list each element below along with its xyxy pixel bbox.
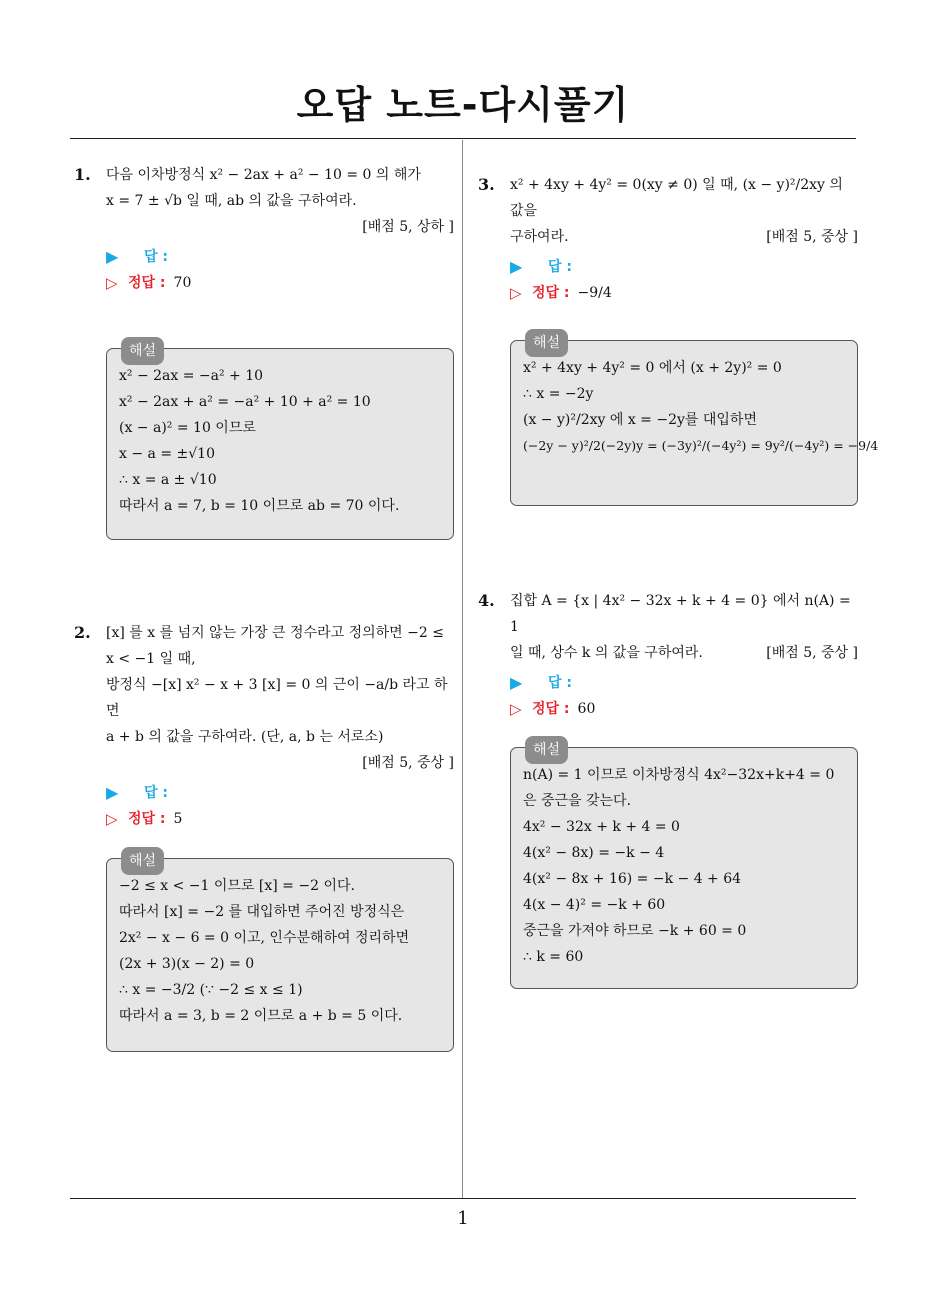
score-label: [배점 5, 중상 ] [766, 645, 858, 661]
correct-answer-value: 60 [577, 701, 596, 717]
play-outline-icon: ▷ [106, 810, 118, 828]
play-filled-icon: ▶ [510, 257, 523, 276]
solution-line: (2x + 3)(x − 2) = 0 [119, 956, 255, 972]
score-label: [배점 5, 중상 ] [362, 755, 454, 771]
solution-line: 따라서 [x] = −2 를 대입하면 주어진 방정식은 [119, 904, 405, 920]
solution-box-2 [106, 853, 454, 1052]
score-label: [배점 5, 상하 ] [362, 219, 454, 235]
problem-number: 2. [74, 623, 91, 642]
problem-text-line: a + b 의 값을 구하여라. (단, a, b 는 서로소) [106, 729, 384, 745]
play-filled-icon: ▶ [106, 247, 119, 266]
problem-number: 3. [478, 175, 495, 194]
correct-answer-value: −9/4 [577, 285, 612, 301]
correct-answer-label: 정답 : [128, 275, 166, 291]
problem-text-line: 방정식 −[x] x² − x + 3 [x] = 0 의 근이 −a/b 라고 하면 [106, 677, 448, 719]
play-outline-icon: ▷ [510, 700, 522, 718]
play-outline-icon: ▷ [106, 274, 118, 292]
play-filled-icon: ▶ [106, 783, 119, 802]
page-number: 1 [457, 1208, 469, 1229]
footer-rule [70, 1198, 856, 1199]
correct-answer-value: 70 [173, 275, 192, 291]
answer-row [510, 670, 858, 696]
correct-answer-label: 정답 : [128, 811, 166, 827]
problem-text-line: x² + 4xy + 4y² = 0(xy ≠ 0) 일 때, (x − y)²/2xy 의 값을 [510, 177, 843, 219]
correct-answer-label: 정답 : [532, 701, 570, 717]
problem-text-line: 구하여라. [510, 229, 569, 245]
problem-text-line: 집합 A = {x | 4x² − 32x + k + 4 = 0} 에서 n(A) = 1 [510, 593, 851, 635]
correct-answer-label: 정답 : [532, 285, 570, 301]
correct-answer-value: 5 [173, 811, 183, 827]
solution-line: x² − 2ax + a² = −a² + 10 + a² = 10 [119, 394, 371, 410]
answer-row [106, 244, 454, 270]
solution-line: 따라서 a = 7, b = 10 이므로 ab = 70 이다. [119, 498, 400, 514]
solution-line: (x − a)² = 10 이므로 [119, 420, 256, 436]
solution-box-4 [510, 742, 858, 989]
problem-4 [478, 588, 858, 722]
problem-text-line: [x] 를 x 를 넘지 않는 가장 큰 정수라고 정의하면 −2 ≤ [106, 625, 444, 641]
solution-line: ∴ x = a ± √10 [119, 472, 217, 488]
solution-line: ∴ x = −2y [523, 386, 594, 402]
solution-line: 따라서 a = 3, b = 2 이므로 a + b = 5 이다. [119, 1008, 403, 1024]
answer-label: 답 : [144, 785, 168, 801]
solution-line: 4(x − 4)² = −k + 60 [523, 897, 666, 913]
column-divider [462, 140, 463, 1198]
score-label: [배점 5, 중상 ] [766, 229, 858, 245]
problem-number: 1. [74, 165, 91, 184]
answer-label: 답 : [144, 249, 168, 265]
problem-text-line: x < −1 일 때, [106, 651, 196, 667]
problem-text-line: 일 때, 상수 k 의 값을 구하여라. [510, 645, 703, 661]
solution-line: 은 중근을 갖는다. [523, 793, 632, 809]
solution-line: 중근을 가져야 하므로 −k + 60 = 0 [523, 923, 747, 939]
problem-3 [478, 172, 858, 306]
solution-line: x² + 4xy + 4y² = 0 에서 (x + 2y)² = 0 [523, 360, 782, 376]
solution-line: −2 ≤ x < −1 이므로 [x] = −2 이다. [119, 878, 355, 894]
problem-text-line: 다음 이차방정식 x² − 2ax + a² − 10 = 0 의 해가 [106, 167, 421, 183]
solution-line: 4x² − 32x + k + 4 = 0 [523, 819, 680, 835]
header-rule [70, 138, 856, 139]
solution-tag: 해설 [525, 736, 568, 764]
solution-line: x² − 2ax = −a² + 10 [119, 368, 264, 384]
solution-line: n(A) = 1 이므로 이차방정식 4x²−32x+k+4 = 0 [523, 767, 835, 783]
correct-answer-row [106, 270, 454, 296]
answer-label: 답 : [548, 259, 572, 275]
problem-1 [74, 162, 454, 296]
correct-answer-row [510, 696, 858, 722]
page-title: 오답 노트-다시풀기 [296, 83, 630, 127]
solution-line: ∴ x = −3/2 (∵ −2 ≤ x ≤ 1) [119, 982, 303, 998]
problem-number: 4. [478, 591, 495, 610]
solution-line: ∴ k = 60 [523, 949, 584, 965]
solution-line: (−2y − y)²/2(−2y)y = (−3y)²/(−4y²) = 9y²/(−4y²) = −9/4 [523, 438, 879, 453]
answer-row [510, 254, 858, 280]
play-outline-icon: ▷ [510, 284, 522, 302]
answer-row [106, 780, 454, 806]
problem-text-line: x = 7 ± √b 일 때, ab 의 값을 구하여라. [106, 193, 357, 209]
problem-2 [74, 620, 454, 832]
answer-label: 답 : [548, 675, 572, 691]
solution-line: x − a = ±√10 [119, 446, 215, 462]
solution-line: 2x² − x − 6 = 0 이고, 인수분해하여 정리하면 [119, 930, 410, 946]
solution-line: 4(x² − 8x + 16) = −k − 4 + 64 [523, 871, 742, 887]
solution-line: (x − y)²/2xy 에 x = −2y를 대입하면 [523, 412, 757, 428]
correct-answer-row [510, 280, 858, 306]
solution-tag: 해설 [525, 329, 568, 357]
correct-answer-row [106, 806, 454, 832]
solution-box-3 [510, 335, 879, 506]
solution-line: 4(x² − 8x) = −k − 4 [523, 845, 665, 861]
solution-tag: 해설 [121, 337, 164, 365]
play-filled-icon: ▶ [510, 673, 523, 692]
solution-box-1 [106, 343, 454, 540]
solution-tag: 해설 [121, 847, 164, 875]
